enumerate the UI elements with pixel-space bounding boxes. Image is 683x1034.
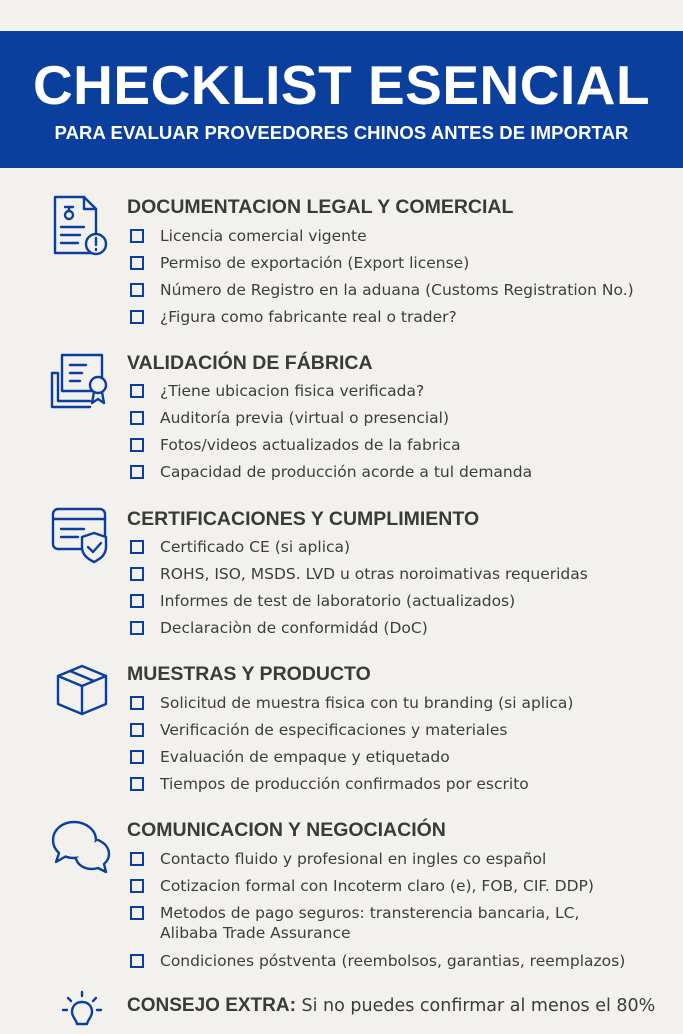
section-title: MUESTRAS Y PRODUCTO [127, 663, 371, 685]
top-strip [0, 0, 683, 31]
lightbulb-icon [60, 990, 104, 1030]
legal-document-icon [50, 195, 112, 257]
checkbox[interactable] [130, 879, 144, 893]
checkbox[interactable] [130, 256, 144, 270]
checkbox[interactable] [130, 465, 144, 479]
item-label: Verificación de especificaciones y materiales [160, 721, 508, 739]
certification-shield-icon [50, 507, 112, 569]
item-label: Capacidad de producción acorde a tul demanda [160, 463, 533, 481]
checkbox[interactable] [130, 540, 144, 554]
section-title: COMUNICACION Y NEGOCIACIÓN [127, 819, 446, 841]
section-title: CERTIFICACIONES Y CUMPLIMIENTO [127, 508, 480, 530]
tip-body: Si no puedes confirmar al menos el 80% [301, 996, 656, 1016]
factory-certificate-icon [50, 351, 112, 413]
item-label: Evaluación de empaque y etiquetado [160, 748, 450, 766]
package-box-icon [50, 662, 112, 724]
checkbox[interactable] [130, 594, 144, 608]
checkbox[interactable] [130, 852, 144, 866]
item-label: Metodos de pago seguros: transterencia bancaria, LC, Alibaba Trade Assurance [160, 904, 580, 942]
item-label: Declaraciòn de conformidád (DoC) [160, 619, 428, 637]
header-banner [0, 31, 683, 168]
item-label: Licencia comercial vigente [160, 227, 367, 245]
item-label: Informes de test de laboratorio (actualizados) [160, 592, 516, 610]
checkbox[interactable] [130, 906, 144, 920]
checkbox[interactable] [130, 438, 144, 452]
section-title: DOCUMENTACION LEGAL Y COMERCIAL [127, 196, 514, 218]
page-subtitle: PARA EVALUAR PROVEEDORES CHINOS ANTES DE IMPORTAR [54, 122, 629, 143]
checkbox[interactable] [130, 310, 144, 324]
item-label: Tiempos de producción confirmados por escrito [160, 775, 529, 793]
checkbox[interactable] [130, 567, 144, 581]
item-label: Solicitud de muestra fisica con tu branding (si aplica) [160, 694, 574, 712]
item-label: ¿Tiene ubicacion fisica verificada? [160, 382, 425, 400]
item-label: ¿Figura como fabricante real o trader? [160, 308, 457, 326]
checkbox[interactable] [130, 723, 144, 737]
checkbox[interactable] [130, 283, 144, 297]
item-label: Cotizacion formal con Incoterm claro (e), FOB, CIF. DDP) [160, 877, 594, 895]
checkbox[interactable] [130, 229, 144, 243]
item-label: Certificado CE (si aplica) [160, 538, 351, 556]
chat-bubbles-icon [50, 818, 112, 880]
item-label: Fotos/videos actualizados de la fabrica [160, 436, 461, 454]
checkbox[interactable] [130, 384, 144, 398]
tip-text [127, 994, 667, 1018]
tip-box [0, 990, 683, 1030]
section-title: VALIDACIÓN DE FÁBRICA [127, 352, 373, 374]
item-label: Auditoría previa (virtual o presencial) [160, 409, 450, 427]
tip-label: CONSEJO EXTRA: [127, 995, 296, 1016]
checkbox[interactable] [130, 750, 144, 764]
item-label: Condiciones póstventa (reembolsos, garantias, reemplazos) [160, 952, 626, 970]
checkbox[interactable] [130, 954, 144, 968]
item-label: Número de Registro en la aduana (Customs Registration No.) [160, 281, 634, 299]
checkbox[interactable] [130, 411, 144, 425]
checkbox[interactable] [130, 777, 144, 791]
item-label: Permiso de exportación (Export license) [160, 254, 470, 272]
item-label: Contacto fluido y profesional en ingles co español [160, 850, 547, 868]
checkbox[interactable] [130, 696, 144, 710]
checkbox[interactable] [130, 621, 144, 635]
item-label: ROHS, ISO, MSDS. LVD u otras noroimativas requeridas [160, 565, 588, 583]
page-title: CHECKLIST ESENCIAL [32, 54, 651, 116]
